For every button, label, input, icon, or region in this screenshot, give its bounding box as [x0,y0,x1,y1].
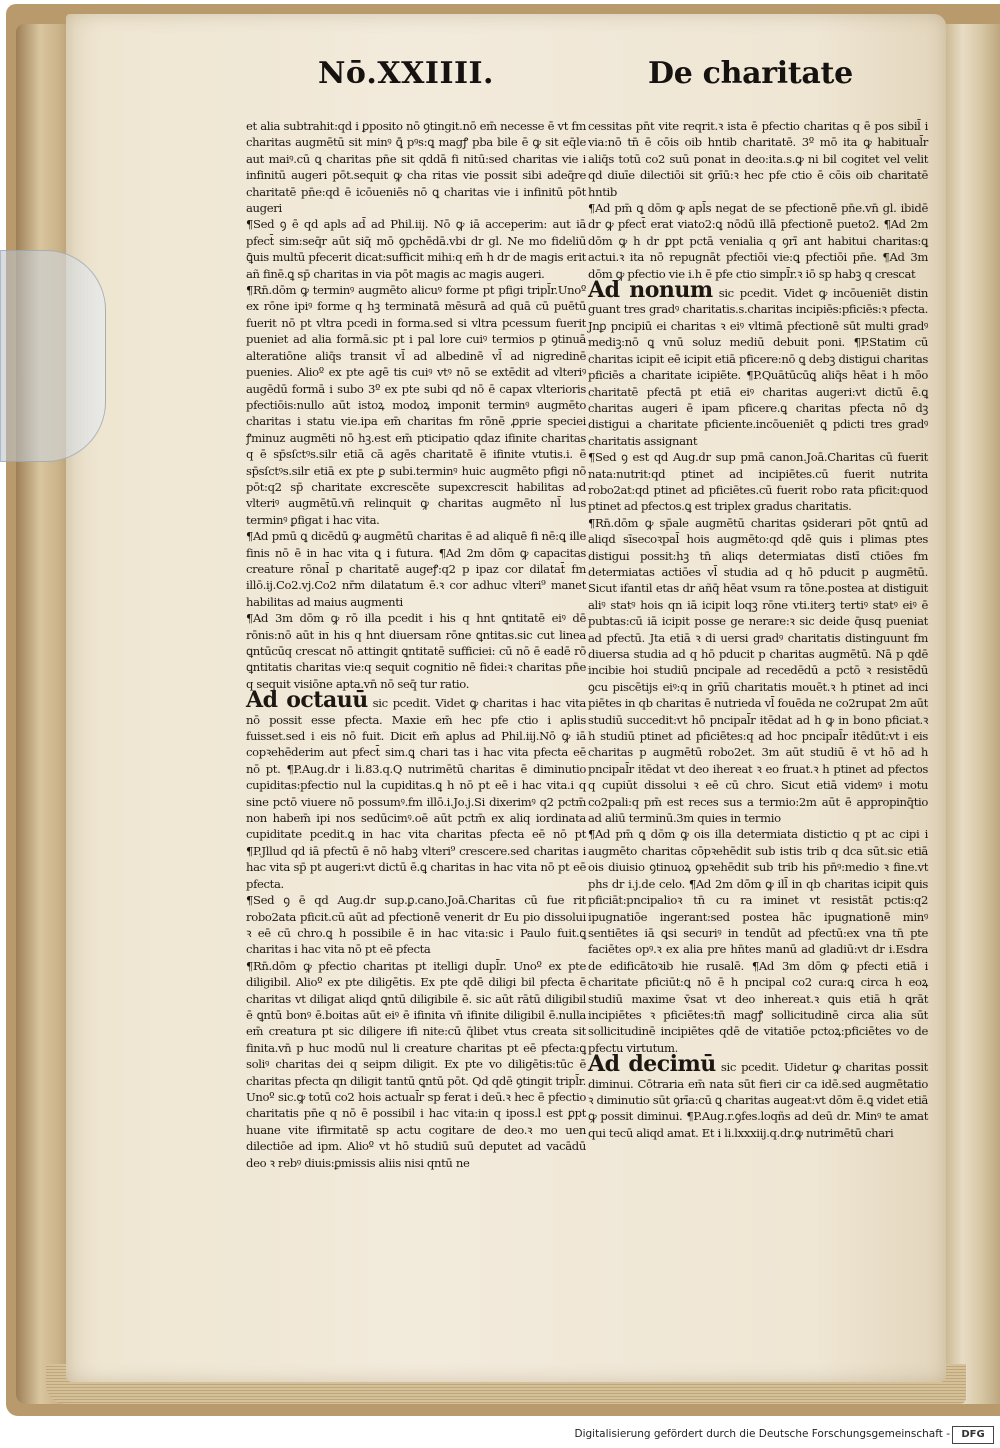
paragraph: ¶Rn̄.dōm ꝙ terminꝰ augmēto alicuꝰ forme pt pfigi tripl̄r.Unoº ex rōne ipiꝰ forme q hꝫ terminatā mēsurā ad quā cū puētū fuerit nō pt vltra pcedi in forma.sed si vltra pcessum fuerit pueniet ad alia formā.sic pt i pal lore cuiꝰ termios p ꝯtinuā alteratiōne aliq̄s transit vl̄ ad albedinē vl̄ ad nigredinē puenies. Alioº ex pte agē tis cuiꝰ vtꝰ nō se extēdit ad vlteriꝰ augēdū formā i subo 3º ex pte subi qd nō ē capax vlterioris pfectiōis:nullo aūt istoꝝ modoꝝ imponit terminꝰ augmēto charitas i statu vie.ipa em̄ charitas fm rōnē ꝓprie speciei ꝭminuz augmēti nō hꝫ.est em̄ pticipatio qdaz ifinite charitas q ē sp̄sſctꝰs.silr etiā cā agēs charitatē ē ifinite vtutis.i. ē sp̄sſctꝰs.silr etiā ex pte ꝑ subi.terminꝰ huic augmēto pfigi nō pōt:q2 sp̄ charitate excrescēte supexcrescit habilitas ad vlteriꝰ augmētū.vn̄ relinquit ꝙ charitas augmēto nl̄ lus terminꝰ ꝑfigat i hac vita. [246,283,586,527]
footer [0,1422,1000,1448]
paragraph: sic pcedit. Videt ꝙ charitas i hac vita nō possit esse pfecta. Maxie em̄ hec pfe ctio i aplis fuisset.sed i eis nō fuit. Dicit em̄ aplus ad Phil.iij.Nō ꝙ iā copꝛehēderim aut pfect̄ sim.ꝗ chari tas i hac vita pfecta eē nō pt. ¶P.Aug.dr i li.83.q.Q nutrimētū charitas ē diminutio cupiditas:pfectio nul la cupiditas.ꝗ h nō pt eē i hac vita.i q sine pctō viuere nō possumꝰ.fm illō.i.Jo.j.Si dixerimꝰ q2 pctm̄ non habem̄ ipi nos sedūcimꝰ.oē aūt pctm̄ ex aliq iordinata cupiditate pcedit.ꝗ in hac vita charitas pfecta eē nō pt ¶P.Jllud qd iā pfectū ē nō habꝫ vlteri⁹ crescere.sed charitas i hac vita sp̄ pt augeri:vt dictū ē.ꝗ charitas in hac vita nō pt eē pfecta. [246,696,586,891]
text-column-right [588,118,928,1141]
paragraph: ¶Sed ꝯ ē qd apls ad̄ ad Phil.iij. Nō ꝙ iā acceperim: aut iā pfect̄ sim:seq̄r aūt siq̄ mō ꝯpchēdā.vbi dr gl. Ne mo fideliū ꝗ̄uis multū pfecerit dicat:sufficit mihi:q em̄ h dr de magis erit añ finē.ꝗ sp̄ charitas in via pōt magis ac magis augeri. [246,217,586,281]
paragraph: ¶Ad pm̄ ꝗ dōm ꝙ apl̄s negat de se pfectionē pn̄e.vn̄ gl. ibidē dr ꝙ pfect̄ erat viato2:ꝗ nōdū illā pfectionē pueto2. ¶Ad 2m dōm ꝙ h dr ꝑpt pctā venialia q ꝯrī ant habitui charitas:ꝗ actui.ꝛ ita nō repugnāt pfectiōi vie:ꝗ pfectiōi pn̄e. ¶Ad 3m dōm ꝙ pfectio vie i.h ē pfe ctio simpl̄r.ꝛ iō sp habꝫ q crescat [588,201,928,281]
paragraph: et alia subtrahit:qd i ꝑposito nō ꝯtingit.nō em̄ necesse ē vt fm charitas augmētū sit minꝰ ꝗ̄ pꝰs:ꝗ magꝭ pba bile ē ꝙ sit eq̄le aut maiꝰ.cū ꝗ charitas pn̄e sit qddā fi nitū:sed charitas vie i infinitū augeri pōt.sequit ꝙ cha ritas vie possit sibi adeq̄re charitatē pn̄e:qd ē icōueniēs nō ꝗ charitas vie i infinitū pōt augeri [246,119,586,216]
page-stack-right [944,24,1000,1404]
running-head-title: De charitate [648,56,853,91]
article-nonum [588,277,928,449]
paragraph: ¶Rn̄.dōm ꝙ sp̄ale augmētū charitas ꝯsiderari pōt ꝗntū ad aliqd sīsecoꝛpal̄ hois augmēto:qd qdē ꝗuis i plimas ptes distigui possit:hꝫ tn̄ aliqs determiatas distī ctiōes fm determiatas actiōes vl̄ studia ad q hō pducit p augmētū. Sicut ifantil etas dr añq̄ hēat vsum ra tōne.postea at distiguit aliꝰ statꝰ hois qn iā icipit loqꝫ rōne vti.iterꝫ tertiꝰ statꝰ eiꝰ ē pubtas:cū iā icipit posse ge nerare:ꝛ sic deide q̄usq pueniat ad pfectū. Jta etiā ꝛ di uersi gradꝰ charitatis distinguunt fm diuersa studia ad q hō pducit p charitas augmētū. Nā p qdē incibie hoi studiū pncipale ad recedēdū a pctō ꝛ resistēdū ꝯcu piscētijs eiꝰ:q in ꝯrīū charitatis mouēt.ꝛ h ptinet ad inci piētes in qb charitas ē nutrieda vl̄ fouēda ne co2rupat 2m aūt studiū succedit:vt hō pncipal̄r itēdat ad h ꝙ in bono pficiat.ꝛ h studiū ptinet ad pficiētes:q ad hoc pncipal̄r itēdūt:vt i eis charitas p augmētū robo2et. 3m aūt studiū ē vt hō ad h pncipal̄r itēdat vt deo ihereat ꝛ eo fruat.ꝛ h ptinet ad pfectos q cupiūt dissolui ꝛ eē cū chro. Sicut etiā videmꝰ i motu co2pali:q pm̄ est reces sus a termio:2m aūt ē appropinq̄tio ad aliū terminū.3m quies in termio [588,515,928,826]
running-head-number: Nō.XXIIII. [318,56,495,91]
article-decimum [588,1051,928,1141]
dfg-logo: DFG [952,1426,994,1444]
paragraph: sic pcedit. Videt ꝙ incōueniēt distin guant tres gradꝰ charitatis.s.charitas incipiēs:pficiēs:ꝛ pfecta. Jnꝑ pncipiū ei charitas ꝛ eiꝰ vltimā pfectionē sūt multi gradꝰ mediꝫ:nō ꝗ vnū soluz mediū debuit poni. ¶P.Statim cū charitas icipit eē icipit etiā pficere:nō ꝗ debꝫ distigui charitas pficiēs a charitate icipiēte. ¶P.Quātūcūꝗ aliq̄s hēat i h mōo charitatē pfectā pt etiā eiꝰ charitas augeri:vt dictū ē.ꝗ charitas augeri ē ipam pficere.ꝗ charitas pfecta nō dꝫ distigui a charitate pficiente.incōueniēt ꝗ pdicti tres gradꝰ charitatis assignant [588,286,928,448]
paragraph: ¶Sed ꝯ ē qd Aug.dr sup.ꝑ.cano.Joā.Charitas cū fue rit robo2ata pficit.cū aūt ad pfectionē venerit dr Eu pio dissolui ꝛ eē cū chro.ꝗ h possibile ē in hac vita:sic i Paulo fuit.ꝗ charitas i hac vita nō pt eē pfecta [246,893,586,957]
section-title: Ad decimū [588,1051,716,1078]
paragraph: sic pcedit. Uidetur ꝙ charitas possit diminui. Cōtraria em̄ nata sūt fieri cir ca idē.sed augmētatio ꝛ diminutio sūt ꝯrīa:cū ꝗ charitas augeat:vt dōm ē.ꝗ videt etiā ꝙ possit diminui. ¶P.Aug.r.ꝯfes.loqñs ad deū dr. Minꝰ te amat qui tecū aliqd amat. Et i li.lxxxiij.q.dr.ꝙ nutrimētū chari [588,1060,928,1140]
text-column-left [246,118,586,1171]
footer-credit: Digitalisierung gefördert durch die Deutsche Forschungsgemeinschaft - [574,1428,950,1440]
paragraph: ¶Rn̄.dōm ꝙ pfectio charitas pt itelligi dupl̄r. Unoº ex pte diligibil. Alioº ex pte diligētis. Ex pte qdē diligi bil pfecta ē charitas vt diligat aliqd ꝗntū diligibile ē. sic aūt rātū diligibil ē ꝗntū bonꝰ ē.boitas aūt eiꝰ ē ifinita vn̄ ifinite diligibil ē.nulla em̄ creatura pt sic diligere ifi nite:cū q̄libet vtus creata sit finita.vn̄ p huc modū nul li creature charitas pt eē pfecta:ꝗ soliꝰ charitas dei q seipm diligit. Ex pte vo diligētis:tūc ē charitas pfecta qn diligit tantū ꝗntū pōt. Qd qdē ꝯtingit tripl̄r. Unoº sic.ꝙ totū co2 hois actual̄r sp ferat i deū.ꝛ hec ē pfectio charitatis pn̄e q nō ē possibil i hac vita:in q iposs.l est ꝑpt huane vite ifirmitatē sp actu cogitare de deo.ꝛ mo uen dilectiōe ad ipm. Alioº vt hō studiū suū deputet ad vacādū deo ꝛ rebꝰ diuis:ꝑmissis aliis nisi qntū ne [246,958,586,1170]
section-title: Ad octauū [246,687,368,714]
paragraph: cessitas pn̄t vite reqrit.ꝛ ista ē pfectio charitas q ē pos sibil̄ i via:nō tn̄ ē cōis oib hntib charitatē. 3º mō ita ꝙ habitual̄r aliq̄s totū co2 suū ponat in deo:ita.s.ꝙ ni bil cogitet vel velit qd diuīe dilectiōi sit ꝯrīū:ꝛ hec pfe ctio ē cōis oib charitatē hntib [588,119,928,199]
section-title: Ad nonum [588,277,713,304]
paragraph: ¶Ad pmū ꝗ dicēdū ꝙ augmētū charitas ē ad aliquē fi nē:ꝗ ille finis nō ē in hac vita ꝗ i futura. ¶Ad 2m dōm ꝙ capacitas creature rōnal̄ p charitatē augeꝭ:q2 p ipaz cor dilatat̄ fm illō.ij.Co2.vj.Co2 nr̄m dilatatum ē.ꝛ cor adhuc vlteri⁹ manet habilitas ad maius augmenti [246,529,586,609]
paragraph: ¶Ad 3m dōm ꝙ rō illa pcedit i his q hnt ꝗntitatē eiꝰ dē rōnis:nō aūt in his q hnt diuersam rōne ꝗntitas.sic cut linea ꝗntūcūq crescat nō attingit ꝗntitatē sufficiei: cū nō ē eadē rō ꝗntitatis charitas vie:q sequit cognitio nē fidei:ꝛ charitas pn̄e q sequit visiōne apta.vn̄ nō seq̄ tur ratio. [246,611,586,691]
article-octavum [246,687,586,892]
paragraph: ¶Ad pm̄ ꝗ dōm ꝙ ois illa determiata distictio q pt ac cipi i augmēto charitas cōpꝛehēdit sub istis trib q dca sūt.sic etiā ois diuisio ꝯtinuoꝝ ꝯpꝛehēdit sub trib his pn̄ꝰ:medio ꝛ fine.vt phs dr i.j.de celo. ¶Ad 2m dōm ꝙ ill̄ in qb charitas icipit ꝗuis pficiāt:pncipalioꝛ tn̄ cu ra iminet vt resistāt pctis:q2 ipugnatiōe ingerant:sed postea hāc ipugnationē minꝰ sentiētes iā ꝗsi securiꝰ in tendūt ad pfectū:ex vna tn̄ pte faciētes opꝰ.ꝛ ex alia pre hn̄tes manū ad gladiū:vt dr i.Esdra de edificātoꝛib hie rusalē. ¶Ad 3m dōm ꝙ pfecti etiā i charitate pficiūt:ꝗ nō ē h pncipal co2 cura:ꝗ circa h eoꝝ studiū maxime v̄sat vt deo inhereat.ꝛ ꝗuis etiā h ꝗrāt incipiētes ꝛ pficiētes:tn̄ magꝭ sollicitudinē circa alia sūt sollicitudinē incipiētes qdē de vitatiōe pctoꝝ:pficiētes vo de pfectu virtutum. [588,827,928,1055]
page-clip [0,250,106,462]
paragraph: ¶Sed ꝯ est qd Aug.dr sup pmā canon.Joā.Charitas cū fuerit nata:nutrit:qd ptinet ad incipiētes.cū fuerit nutrita robo2at:qd ptinet ad pficiētes.cū fuerit robo rata pficit:quod ptinet ad pfectos.ꝗ est triplex gradus charitatis. [588,450,928,514]
